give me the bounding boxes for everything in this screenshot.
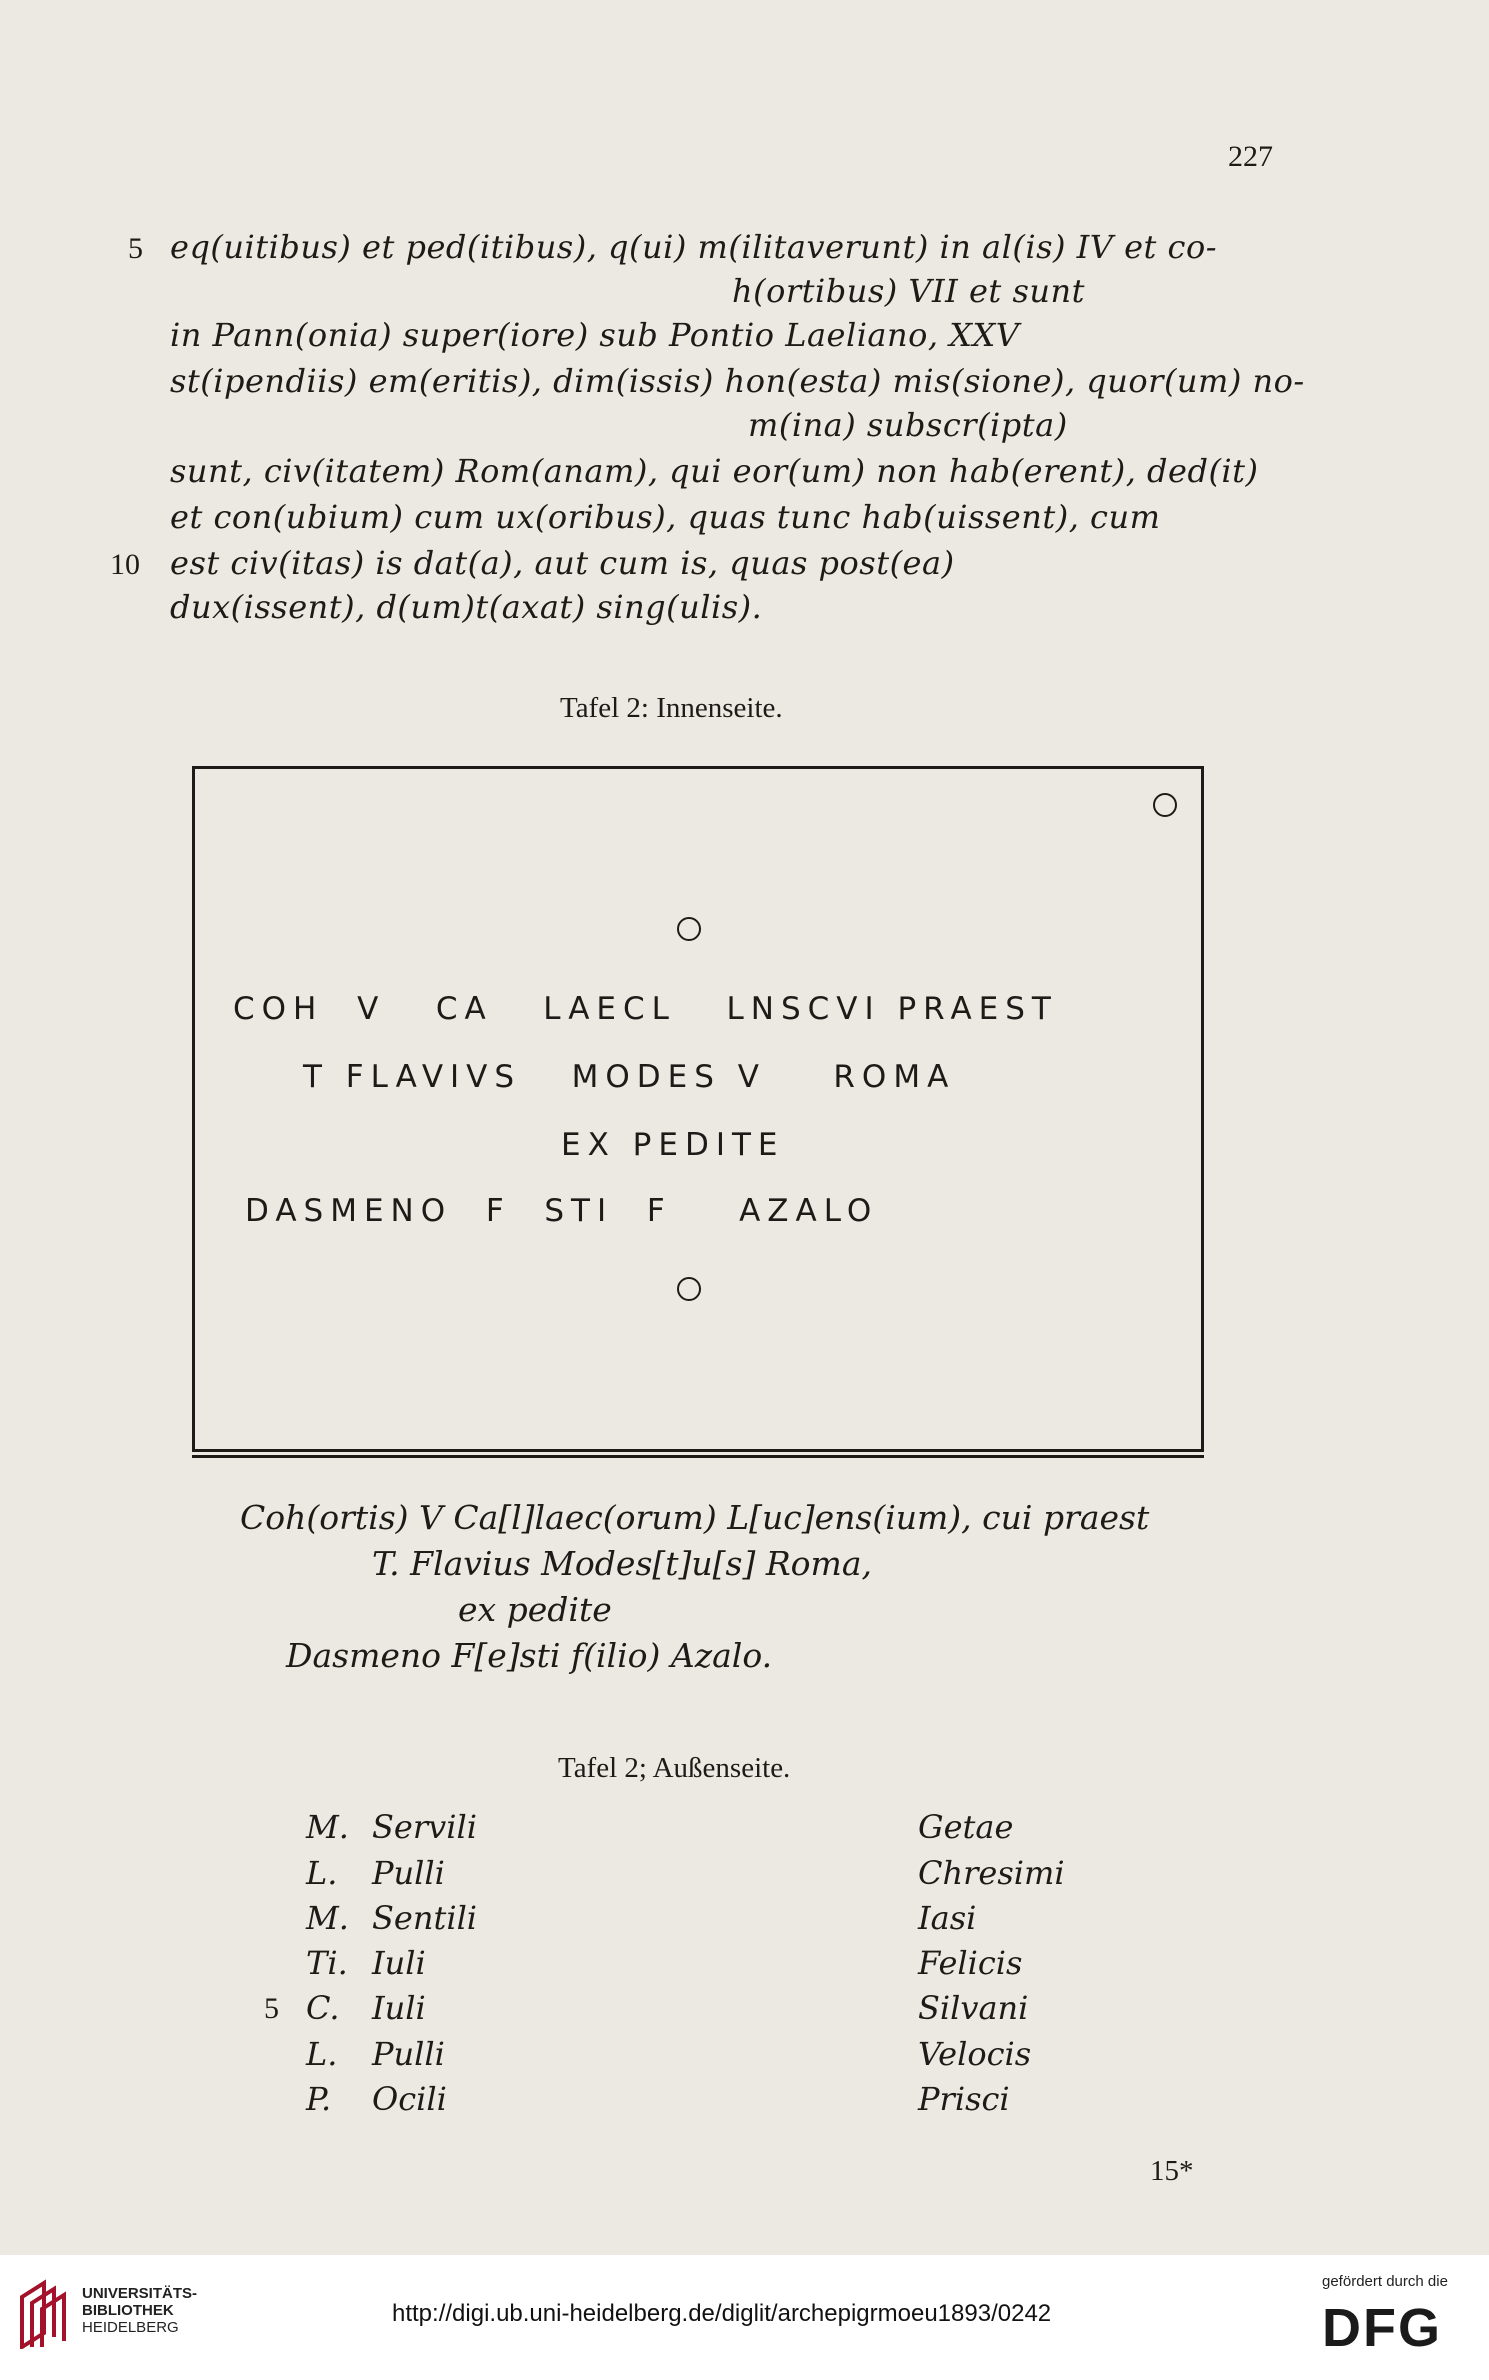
text-line: dux(issent), d(um)t(axat) sing(ulis). bbox=[170, 588, 763, 626]
praenomen: M. bbox=[306, 1808, 349, 1846]
caption-inner-side: Tafel 2: Innenseite. bbox=[560, 692, 783, 724]
reading-line: Dasmeno F[e]sti f(ilio) Azalo. bbox=[286, 1636, 773, 1675]
praenomen: C. bbox=[306, 1989, 340, 2027]
dfg-logo: DFG bbox=[1322, 2298, 1442, 2358]
line-number: 10 bbox=[110, 548, 140, 581]
line-number: 5 bbox=[264, 1992, 279, 2025]
university-library-logo-icon bbox=[18, 2277, 70, 2349]
cognomen: Chresimi bbox=[918, 1854, 1065, 1892]
nomen: Sentili bbox=[372, 1899, 478, 1937]
nomen: Iuli bbox=[372, 1989, 426, 2027]
library-name-line: BIBLIOTHEK bbox=[82, 2302, 174, 2319]
inscription-line: T FLAVIVS MODES V ROMA bbox=[303, 1059, 956, 1095]
nomen: Pulli bbox=[372, 2035, 445, 2073]
cognomen: Prisci bbox=[918, 2080, 1010, 2118]
funder-label: gefördert durch die bbox=[1322, 2273, 1448, 2290]
folio-mark: 15* bbox=[1150, 2155, 1194, 2187]
cognomen: Felicis bbox=[918, 1944, 1023, 1982]
library-name-line: HEIDELBERG bbox=[82, 2319, 179, 2336]
library-name bbox=[82, 2285, 197, 2336]
praenomen: L. bbox=[306, 1854, 338, 1892]
cognomen: Getae bbox=[918, 1808, 1014, 1846]
footer-bar bbox=[0, 2255, 1489, 2380]
tablet-drawing bbox=[192, 766, 1204, 1452]
reading-line: ex pedite bbox=[458, 1590, 612, 1629]
library-name-line: UNIVERSITÄTS- bbox=[82, 2285, 198, 2302]
text-line: eq(uitibus) et ped(itibus), q(ui) m(ilitaverunt) in al(is) IV et co- bbox=[170, 228, 1218, 266]
nomen: Servili bbox=[372, 1808, 477, 1846]
inscription-line: EX PEDITE bbox=[561, 1127, 785, 1163]
text-line: et con(ubium) cum ux(oribus), quas tunc hab(uissent), cum bbox=[170, 498, 1161, 536]
praenomen: L. bbox=[306, 2035, 338, 2073]
inscription-line: COH V CA LAECL LNSCVI PRAEST bbox=[233, 991, 1058, 1027]
text-line: sunt, civ(itatem) Rom(anam), qui eor(um) non hab(erent), ded(it) bbox=[170, 452, 1259, 490]
inscription-line: DASMENO F STI F AZALO bbox=[245, 1193, 879, 1229]
cognomen: Silvani bbox=[918, 1989, 1029, 2027]
praenomen: Ti. bbox=[306, 1944, 348, 1982]
line-number: 5 bbox=[128, 232, 143, 265]
praenomen: P. bbox=[306, 2080, 332, 2118]
nomen: Iuli bbox=[372, 1944, 426, 1982]
text-line: in Pann(onia) super(iore) sub Pontio Laeliano, XXV bbox=[170, 316, 1020, 354]
text-line: h(ortibus) VII et sunt bbox=[732, 272, 1085, 310]
text-line: est civ(itas) is dat(a), aut cum is, quas post(ea) bbox=[170, 544, 955, 582]
hole-circle-icon bbox=[677, 917, 701, 941]
hole-circle-icon bbox=[677, 1277, 701, 1301]
text-line: m(ina) subscr(ipta) bbox=[748, 406, 1068, 444]
nomen: Pulli bbox=[372, 1854, 445, 1892]
reading-line: Coh(ortis) V Ca[l]laec(orum) L[uc]ens(ium), cui praest bbox=[240, 1498, 1150, 1537]
reading-line: T. Flavius Modes[t]u[s] Roma, bbox=[372, 1544, 872, 1583]
caption-outer-side: Tafel 2; Außenseite. bbox=[558, 1752, 791, 1784]
cognomen: Velocis bbox=[918, 2035, 1032, 2073]
nomen: Ocili bbox=[372, 2080, 447, 2118]
page-number: 227 bbox=[1228, 140, 1273, 173]
text-line: st(ipendiis) em(eritis), dim(issis) hon(esta) mis(sione), quor(um) no- bbox=[170, 362, 1305, 400]
cognomen: Iasi bbox=[918, 1899, 977, 1937]
hole-circle-icon bbox=[1153, 793, 1177, 817]
praenomen: M. bbox=[306, 1899, 349, 1937]
permalink-url[interactable]: http://digi.ub.uni-heidelberg.de/diglit/archepigrmoeu1893/0242 bbox=[392, 2300, 1052, 2327]
